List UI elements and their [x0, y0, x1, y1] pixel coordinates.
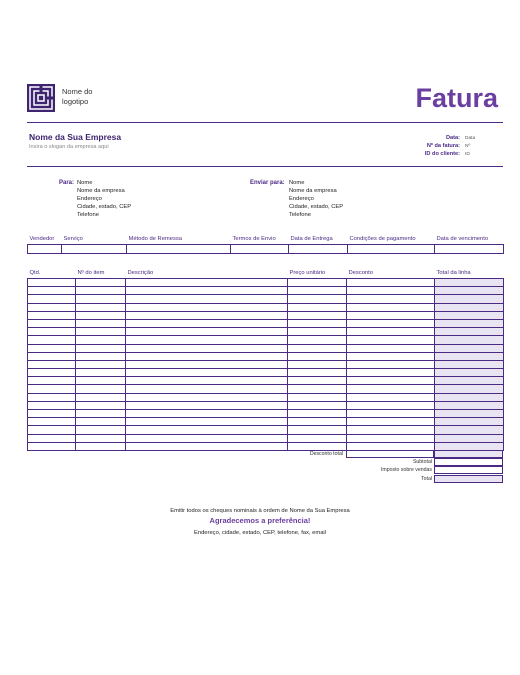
checks-note-text: Emitir todos os cheques nominais à ordem de: [170, 508, 288, 514]
unit-price-cell[interactable]: [288, 377, 347, 385]
quantity-cell[interactable]: [28, 287, 76, 295]
line-total-cell[interactable]: [435, 418, 504, 426]
item-number-cell[interactable]: [76, 295, 126, 303]
header-payment-terms: Condições de pagamento: [348, 235, 435, 245]
bill-to-label: Para:: [59, 180, 75, 186]
quantity-cell[interactable]: [28, 369, 76, 377]
description-cell[interactable]: [126, 279, 288, 287]
table-row: [28, 385, 504, 393]
table-row: [28, 401, 504, 409]
discount-cell[interactable]: [347, 360, 435, 368]
invoice-title: Fatura: [415, 83, 498, 113]
line-total-cell[interactable]: [435, 336, 504, 344]
shipping-row: [28, 245, 504, 254]
discount-cell[interactable]: [347, 393, 435, 401]
table-row: [28, 319, 504, 327]
line-total-cell[interactable]: [435, 352, 504, 360]
subtotal-field[interactable]: [434, 458, 503, 466]
quantity-cell[interactable]: [28, 377, 76, 385]
description-cell[interactable]: [126, 344, 288, 352]
discount-cell[interactable]: [347, 377, 435, 385]
company-name: Nome da Sua Empresa: [29, 132, 122, 142]
unit-price-cell[interactable]: [288, 426, 347, 434]
description-cell[interactable]: [126, 303, 288, 311]
bill-to-address: [77, 179, 131, 219]
discount-cell[interactable]: [347, 385, 435, 393]
items-table: [27, 269, 504, 451]
item-number-cell[interactable]: [76, 426, 126, 434]
line-total-cell[interactable]: [435, 279, 504, 287]
line-total-cell[interactable]: [435, 328, 504, 336]
discount-cell[interactable]: [347, 369, 435, 377]
discount-total-label: Desconto total: [309, 451, 343, 457]
discount-cell[interactable]: [347, 328, 435, 336]
unit-price-cell[interactable]: [288, 352, 347, 360]
service-cell[interactable]: [62, 245, 127, 254]
header-quantity: Qtd.: [28, 269, 76, 279]
line-total-cell[interactable]: [435, 295, 504, 303]
item-number-cell[interactable]: [76, 287, 126, 295]
items-header-row: [28, 269, 504, 279]
line-total-cell[interactable]: [435, 385, 504, 393]
unit-price-cell[interactable]: [288, 418, 347, 426]
header-shipping-method: Método de Remessa: [127, 235, 231, 245]
item-number-cell[interactable]: [76, 410, 126, 418]
line-total-cell[interactable]: [435, 319, 504, 327]
table-row: [28, 328, 504, 336]
thank-you-message: Agradecemos a preferência!: [209, 516, 311, 525]
quantity-cell[interactable]: [28, 336, 76, 344]
footer-contact: Endereço, cidade, estado, CEP, telefone, fax, email: [193, 530, 326, 536]
header-salesperson: Vendedor: [28, 235, 62, 245]
quantity-cell[interactable]: [28, 319, 76, 327]
unit-price-cell[interactable]: [288, 311, 347, 319]
ship-to-name: Nome: [289, 180, 305, 186]
quantity-cell[interactable]: [28, 393, 76, 401]
discount-cell[interactable]: [347, 311, 435, 319]
line-total-cell[interactable]: [435, 303, 504, 311]
unit-price-cell[interactable]: [288, 393, 347, 401]
total-label: Total: [421, 476, 432, 482]
shipping-method-cell[interactable]: [127, 245, 231, 254]
description-cell[interactable]: [126, 434, 288, 442]
sales-tax-field[interactable]: [434, 466, 503, 474]
item-number-cell[interactable]: [76, 311, 126, 319]
header-divider: [27, 122, 503, 123]
header-unit-price: Preço unitário: [288, 269, 347, 279]
quantity-cell[interactable]: [28, 410, 76, 418]
ship-to-street: Endereço: [289, 196, 314, 202]
description-cell[interactable]: [126, 336, 288, 344]
delivery-date-cell[interactable]: [289, 245, 348, 254]
item-number-cell[interactable]: [76, 393, 126, 401]
quantity-cell[interactable]: [28, 352, 76, 360]
item-number-cell[interactable]: [76, 442, 126, 450]
header-due-date: Data de vencimento: [435, 235, 504, 245]
header-delivery-date: Data de Entrega: [289, 235, 348, 245]
table-row: [28, 410, 504, 418]
quantity-cell[interactable]: [28, 295, 76, 303]
total-field[interactable]: [434, 475, 503, 483]
unit-price-cell[interactable]: [288, 287, 347, 295]
unit-price-cell[interactable]: [288, 442, 347, 450]
logo-text: [62, 87, 92, 107]
ship-to-phone: Telefone: [289, 212, 311, 218]
quantity-cell[interactable]: [28, 418, 76, 426]
discount-total-amount[interactable]: [434, 450, 503, 458]
sales-tax-label: Imposto sobre vendas: [380, 467, 432, 473]
header-item-number: Nº do item: [76, 269, 126, 279]
item-number-cell[interactable]: [76, 319, 126, 327]
quantity-cell[interactable]: [28, 344, 76, 352]
line-total-cell[interactable]: [435, 377, 504, 385]
description-cell[interactable]: [126, 287, 288, 295]
discount-total-field[interactable]: [346, 450, 434, 458]
discount-cell[interactable]: [347, 352, 435, 360]
unit-price-cell[interactable]: [288, 279, 347, 287]
date-label: Data:: [446, 135, 460, 141]
table-row: [28, 369, 504, 377]
invoice-number-value: Nº: [465, 144, 471, 149]
item-number-cell[interactable]: [76, 369, 126, 377]
item-number-cell[interactable]: [76, 418, 126, 426]
customer-id-label: ID do cliente:: [424, 151, 460, 157]
description-cell[interactable]: [126, 360, 288, 368]
table-row: [28, 344, 504, 352]
bill-to-company: Nome da empresa: [77, 188, 125, 194]
company-slogan: Insira o slogan da empresa aqui: [29, 144, 109, 150]
description-cell[interactable]: [126, 352, 288, 360]
header-line-total: Total da linha: [435, 269, 504, 279]
discount-cell[interactable]: [347, 418, 435, 426]
line-total-cell[interactable]: [435, 434, 504, 442]
discount-cell[interactable]: [347, 434, 435, 442]
header-discount: Desconto: [347, 269, 435, 279]
shipping-table: [27, 235, 504, 254]
quantity-cell[interactable]: [28, 385, 76, 393]
bill-to-phone: Telefone: [77, 212, 99, 218]
item-number-cell[interactable]: [76, 377, 126, 385]
description-cell[interactable]: [126, 369, 288, 377]
ship-to-label: Enviar para:: [250, 180, 285, 186]
line-total-cell[interactable]: [435, 410, 504, 418]
due-date-cell[interactable]: [435, 245, 504, 254]
quantity-cell[interactable]: [28, 401, 76, 409]
description-cell[interactable]: [126, 418, 288, 426]
unit-price-cell[interactable]: [288, 295, 347, 303]
discount-cell[interactable]: [347, 344, 435, 352]
table-row: [28, 287, 504, 295]
header-service: Serviço: [62, 235, 127, 245]
line-total-cell[interactable]: [435, 311, 504, 319]
description-cell[interactable]: [126, 426, 288, 434]
table-row: [28, 336, 504, 344]
unit-price-cell[interactable]: [288, 319, 347, 327]
description-cell[interactable]: [126, 311, 288, 319]
description-cell[interactable]: [126, 385, 288, 393]
item-number-cell[interactable]: [76, 279, 126, 287]
description-cell[interactable]: [126, 295, 288, 303]
quantity-cell[interactable]: [28, 303, 76, 311]
unit-price-cell[interactable]: [288, 328, 347, 336]
description-cell[interactable]: [126, 393, 288, 401]
checks-note-company: Nome da Sua Empresa: [289, 508, 350, 514]
shipping-header-row: [28, 235, 504, 245]
discount-cell[interactable]: [347, 319, 435, 327]
unit-price-cell[interactable]: [288, 410, 347, 418]
line-total-cell[interactable]: [435, 344, 504, 352]
unit-price-cell[interactable]: [288, 303, 347, 311]
table-row: [28, 311, 504, 319]
salesperson-cell[interactable]: [28, 245, 62, 254]
logo-line-1: Nome do: [62, 87, 93, 96]
unit-price-cell[interactable]: [288, 401, 347, 409]
payment-terms-cell[interactable]: [348, 245, 435, 254]
item-number-cell[interactable]: [76, 401, 126, 409]
quantity-cell[interactable]: [28, 279, 76, 287]
quantity-cell[interactable]: [28, 311, 76, 319]
checks-note: [0, 508, 520, 514]
table-row: [28, 434, 504, 442]
description-cell[interactable]: [126, 401, 288, 409]
unit-price-cell[interactable]: [288, 385, 347, 393]
item-number-cell[interactable]: [76, 328, 126, 336]
discount-cell[interactable]: [347, 426, 435, 434]
line-total-cell[interactable]: [435, 287, 504, 295]
line-total-cell[interactable]: [435, 393, 504, 401]
item-number-cell[interactable]: [76, 434, 126, 442]
quantity-cell[interactable]: [28, 360, 76, 368]
item-number-cell[interactable]: [76, 360, 126, 368]
discount-cell[interactable]: [347, 303, 435, 311]
table-row: [28, 279, 504, 287]
header-description: Descrição: [126, 269, 288, 279]
discount-cell[interactable]: [347, 410, 435, 418]
logo-maze-icon: [27, 84, 55, 112]
description-cell[interactable]: [126, 442, 288, 450]
discount-cell[interactable]: [347, 401, 435, 409]
unit-price-cell[interactable]: [288, 336, 347, 344]
description-cell[interactable]: [126, 319, 288, 327]
table-row: [28, 393, 504, 401]
ship-to-address: [289, 179, 343, 219]
unit-price-cell[interactable]: [288, 369, 347, 377]
quantity-cell[interactable]: [28, 434, 76, 442]
quantity-cell[interactable]: [28, 426, 76, 434]
logo-line-2: logotipo: [62, 97, 89, 106]
shipping-terms-cell[interactable]: [231, 245, 289, 254]
ship-to-company: Nome da empresa: [289, 188, 337, 194]
line-total-cell[interactable]: [435, 360, 504, 368]
discount-cell[interactable]: [347, 287, 435, 295]
unit-price-cell[interactable]: [288, 360, 347, 368]
bill-to-city: Cidade, estado, CEP: [77, 204, 132, 210]
quantity-cell[interactable]: [28, 328, 76, 336]
line-total-cell[interactable]: [435, 401, 504, 409]
ship-to-city: Cidade, estado, CEP: [289, 204, 344, 210]
table-row: [28, 377, 504, 385]
discount-cell[interactable]: [347, 295, 435, 303]
table-row: [28, 303, 504, 311]
quantity-cell[interactable]: [28, 442, 76, 450]
item-number-cell[interactable]: [76, 385, 126, 393]
item-number-cell[interactable]: [76, 344, 126, 352]
meta-divider: [27, 166, 503, 167]
table-row: [28, 352, 504, 360]
discount-cell[interactable]: [347, 279, 435, 287]
table-row: [28, 418, 504, 426]
description-cell[interactable]: [126, 377, 288, 385]
table-row: [28, 360, 504, 368]
description-cell[interactable]: [126, 410, 288, 418]
table-row: [28, 426, 504, 434]
header-shipping-terms: Termos de Envio: [231, 235, 289, 245]
description-cell[interactable]: [126, 328, 288, 336]
table-row: [28, 295, 504, 303]
bill-to-name: Nome: [77, 180, 93, 186]
unit-price-cell[interactable]: [288, 434, 347, 442]
customer-id-value: ID: [465, 152, 470, 157]
line-total-cell[interactable]: [435, 426, 504, 434]
unit-price-cell[interactable]: [288, 344, 347, 352]
discount-cell[interactable]: [347, 336, 435, 344]
subtotal-label: Subtotal: [412, 459, 432, 465]
item-number-cell[interactable]: [76, 303, 126, 311]
line-total-cell[interactable]: [435, 369, 504, 377]
date-value: Data: [465, 136, 476, 141]
invoice-number-label: Nº da fatura:: [426, 143, 460, 149]
item-number-cell[interactable]: [76, 352, 126, 360]
item-number-cell[interactable]: [76, 336, 126, 344]
bill-to-street: Endereço: [77, 196, 102, 202]
